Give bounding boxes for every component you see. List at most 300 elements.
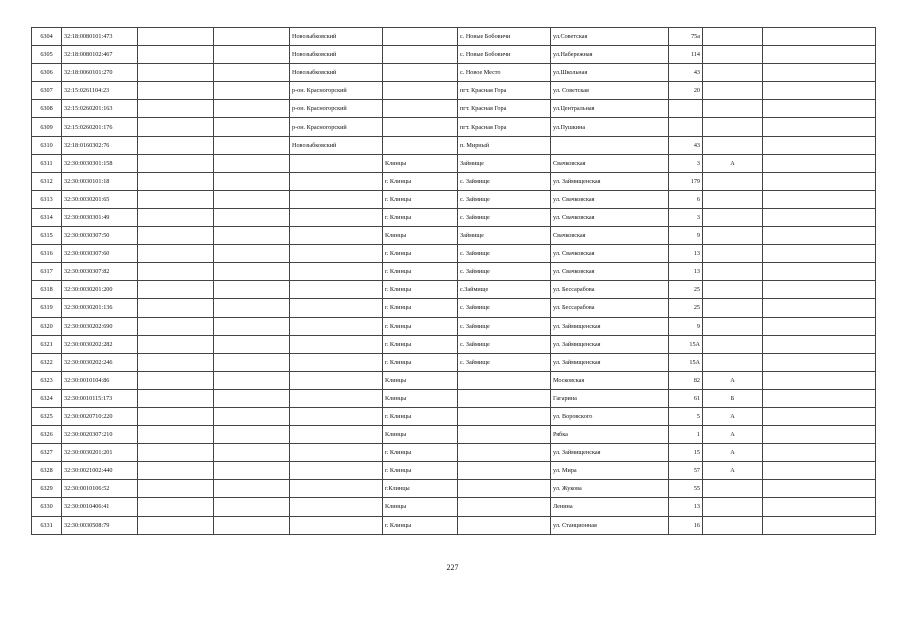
street-cell: ул. Займищенская (551, 317, 669, 335)
house-letter-cell: А (703, 371, 763, 389)
district-cell (290, 498, 383, 516)
table-row (32, 263, 876, 281)
settlement-cell (458, 480, 551, 498)
settlement-cell: с. Займище (458, 245, 551, 263)
blank-cell (138, 46, 214, 64)
row-number-cell: 6322 (32, 353, 62, 371)
street-cell: ул. Советская (551, 82, 669, 100)
city-cell: г. Клинцы (383, 516, 458, 534)
settlement-cell (458, 389, 551, 407)
settlement-cell: пгт. Красная Гора (458, 100, 551, 118)
table-row (32, 118, 876, 136)
house-number-cell (669, 100, 703, 118)
street-cell: ул.Советская (551, 28, 669, 46)
city-cell: г. Клинцы (383, 353, 458, 371)
settlement-cell (458, 371, 551, 389)
cadastral-number-cell: 32:30:0030202:282 (62, 335, 138, 353)
house-number-cell: 15 (669, 444, 703, 462)
row-number-cell: 6316 (32, 245, 62, 263)
street-cell: ул. Воровского (551, 407, 669, 425)
row-number-cell: 6331 (32, 516, 62, 534)
city-cell (383, 28, 458, 46)
blank-cell (763, 516, 876, 534)
street-cell: ул.Пушкина (551, 118, 669, 136)
house-number-cell: 1 (669, 426, 703, 444)
table-row (32, 64, 876, 82)
street-cell: ул.Центральная (551, 100, 669, 118)
district-cell (290, 462, 383, 480)
street-cell: Московская (551, 371, 669, 389)
row-number-cell: 6312 (32, 172, 62, 190)
house-letter-cell (703, 335, 763, 353)
blank-cell (763, 46, 876, 64)
settlement-cell: с. Займище (458, 317, 551, 335)
district-cell (290, 245, 383, 263)
blank-cell (138, 407, 214, 425)
city-cell: Клинцы (383, 154, 458, 172)
blank-cell (138, 82, 214, 100)
row-number-cell: 6308 (32, 100, 62, 118)
settlement-cell: с. Займище (458, 353, 551, 371)
blank-cell (214, 46, 290, 64)
blank-cell (763, 263, 876, 281)
blank-cell (214, 371, 290, 389)
blank-cell (214, 172, 290, 190)
house-letter-cell: А (703, 444, 763, 462)
blank-cell (763, 245, 876, 263)
city-cell: г. Клинцы (383, 190, 458, 208)
settlement-cell: с. Займище (458, 299, 551, 317)
settlement-cell (458, 498, 551, 516)
blank-cell (763, 444, 876, 462)
house-letter-cell (703, 498, 763, 516)
blank-cell (214, 136, 290, 154)
street-cell: Свачковская (551, 227, 669, 245)
city-cell: г.Клинцы (383, 480, 458, 498)
house-number-cell: 43 (669, 136, 703, 154)
blank-cell (138, 118, 214, 136)
district-cell (290, 208, 383, 226)
blank-cell (763, 353, 876, 371)
house-number-cell: 179 (669, 172, 703, 190)
blank-cell (214, 64, 290, 82)
city-cell: г. Клинцы (383, 462, 458, 480)
row-number-cell: 6320 (32, 317, 62, 335)
district-cell (290, 335, 383, 353)
district-cell (290, 172, 383, 190)
city-cell: г. Клинцы (383, 172, 458, 190)
district-cell (290, 281, 383, 299)
house-number-cell: 13 (669, 263, 703, 281)
city-cell: Клинцы (383, 498, 458, 516)
table-row (32, 299, 876, 317)
house-letter-cell (703, 208, 763, 226)
cadastral-number-cell: 32:30:0030202:246 (62, 353, 138, 371)
blank-cell (138, 480, 214, 498)
house-letter-cell (703, 299, 763, 317)
row-number-cell: 6319 (32, 299, 62, 317)
row-number-cell: 6306 (32, 64, 62, 82)
cadastral-number-cell: 32:15:0260201:163 (62, 100, 138, 118)
street-cell (551, 136, 669, 154)
blank-cell (214, 82, 290, 100)
settlement-cell: с. Займище (458, 190, 551, 208)
house-letter-cell (703, 480, 763, 498)
blank-cell (763, 154, 876, 172)
cadastral-number-cell: 32:18:0080101:473 (62, 28, 138, 46)
table-row (32, 172, 876, 190)
settlement-cell: с.Займище (458, 281, 551, 299)
house-letter-cell (703, 46, 763, 64)
district-cell: р-он. Красногорский (290, 82, 383, 100)
settlement-cell: пгт. Красная Гора (458, 82, 551, 100)
blank-cell (138, 371, 214, 389)
blank-cell (763, 281, 876, 299)
cadastral-number-cell: 32:30:0010104:86 (62, 371, 138, 389)
blank-cell (138, 498, 214, 516)
row-number-cell: 6313 (32, 190, 62, 208)
blank-cell (138, 353, 214, 371)
cadastral-number-cell: 32:30:0030307:82 (62, 263, 138, 281)
city-cell: г. Клинцы (383, 444, 458, 462)
row-number-cell: 6329 (32, 480, 62, 498)
blank-cell (138, 64, 214, 82)
settlement-cell: с. Займище (458, 335, 551, 353)
blank-cell (763, 28, 876, 46)
house-letter-cell (703, 136, 763, 154)
table-row (32, 389, 876, 407)
house-letter-cell (703, 28, 763, 46)
house-letter-cell (703, 100, 763, 118)
blank-cell (138, 208, 214, 226)
cadastral-number-cell: 32:30:0030301:49 (62, 208, 138, 226)
blank-cell (763, 299, 876, 317)
house-letter-cell (703, 64, 763, 82)
city-cell: г. Клинцы (383, 317, 458, 335)
blank-cell (138, 281, 214, 299)
district-cell: Новозыбковский (290, 136, 383, 154)
street-cell: ул. Свачковская (551, 208, 669, 226)
settlement-cell: Займище (458, 227, 551, 245)
cadastral-number-cell: 32:30:0010115:173 (62, 389, 138, 407)
house-number-cell: 82 (669, 371, 703, 389)
house-letter-cell: А (703, 462, 763, 480)
blank-cell (214, 28, 290, 46)
table-row (32, 190, 876, 208)
district-cell: р-он. Красногорский (290, 100, 383, 118)
settlement-cell (458, 426, 551, 444)
district-cell (290, 389, 383, 407)
table-row (32, 154, 876, 172)
house-number-cell: 43 (669, 64, 703, 82)
district-cell (290, 426, 383, 444)
city-cell (383, 100, 458, 118)
table-row (32, 335, 876, 353)
row-number-cell: 6324 (32, 389, 62, 407)
house-letter-cell (703, 118, 763, 136)
street-cell: ул. Станционная (551, 516, 669, 534)
blank-cell (138, 263, 214, 281)
cadastral-number-cell: 32:18:0080102:467 (62, 46, 138, 64)
blank-cell (214, 281, 290, 299)
settlement-cell: с. Займище (458, 263, 551, 281)
blank-cell (138, 28, 214, 46)
house-number-cell: 6 (669, 190, 703, 208)
house-letter-cell: Б (703, 389, 763, 407)
street-cell: ул.Набережная (551, 46, 669, 64)
district-cell: Новозыбковский (290, 46, 383, 64)
blank-cell (214, 335, 290, 353)
blank-cell (763, 190, 876, 208)
cadastral-number-cell: 32:30:0030508:79 (62, 516, 138, 534)
cadastral-number-cell: 32:30:0020307:210 (62, 426, 138, 444)
house-letter-cell (703, 281, 763, 299)
blank-cell (214, 317, 290, 335)
cadastral-number-cell: 32:30:0010406:41 (62, 498, 138, 516)
cadastral-number-cell: 32:30:0030202:690 (62, 317, 138, 335)
street-cell: ул.Школьная (551, 64, 669, 82)
city-cell: Клинцы (383, 371, 458, 389)
blank-cell (214, 462, 290, 480)
table-row (32, 444, 876, 462)
blank-cell (763, 317, 876, 335)
cadastral-number-cell: 32:30:0030201:200 (62, 281, 138, 299)
register-table-body (32, 28, 876, 535)
blank-cell (763, 407, 876, 425)
blank-cell (138, 154, 214, 172)
row-number-cell: 6315 (32, 227, 62, 245)
blank-cell (214, 353, 290, 371)
street-cell: ул. Бессарабова (551, 281, 669, 299)
blank-cell (138, 136, 214, 154)
cadastral-number-cell: 32:30:0030201:136 (62, 299, 138, 317)
table-row (32, 462, 876, 480)
blank-cell (138, 190, 214, 208)
blank-cell (138, 335, 214, 353)
district-cell (290, 227, 383, 245)
city-cell (383, 118, 458, 136)
street-cell: ул. Свачковская (551, 190, 669, 208)
blank-cell (138, 299, 214, 317)
house-number-cell: 15А (669, 335, 703, 353)
street-cell: ул. Свачковская (551, 245, 669, 263)
district-cell (290, 353, 383, 371)
cadastral-number-cell: 32:30:0030201:65 (62, 190, 138, 208)
city-cell (383, 64, 458, 82)
cadastral-number-cell: 32:30:0030201:201 (62, 444, 138, 462)
blank-cell (138, 462, 214, 480)
city-cell: Клинцы (383, 426, 458, 444)
city-cell: г. Клинцы (383, 299, 458, 317)
house-letter-cell: А (703, 407, 763, 425)
blank-cell (763, 227, 876, 245)
city-cell: г. Клинцы (383, 208, 458, 226)
blank-cell (214, 190, 290, 208)
row-number-cell: 6304 (32, 28, 62, 46)
street-cell: ул. Займищенская (551, 172, 669, 190)
blank-cell (214, 227, 290, 245)
district-cell (290, 190, 383, 208)
house-number-cell: 5 (669, 407, 703, 425)
house-letter-cell (703, 263, 763, 281)
house-letter-cell (703, 353, 763, 371)
blank-cell (214, 426, 290, 444)
house-letter-cell (703, 82, 763, 100)
blank-cell (214, 480, 290, 498)
city-cell: г. Клинцы (383, 263, 458, 281)
table-row (32, 317, 876, 335)
settlement-cell: с. Займище (458, 172, 551, 190)
row-number-cell: 6328 (32, 462, 62, 480)
row-number-cell: 6307 (32, 82, 62, 100)
blank-cell (214, 154, 290, 172)
row-number-cell: 6305 (32, 46, 62, 64)
district-cell: Новозыбковский (290, 64, 383, 82)
blank-cell (763, 371, 876, 389)
city-cell (383, 136, 458, 154)
blank-cell (763, 208, 876, 226)
blank-cell (138, 444, 214, 462)
blank-cell (138, 389, 214, 407)
settlement-cell: пгт. Красная Гора (458, 118, 551, 136)
row-number-cell: 6323 (32, 371, 62, 389)
city-cell: Клинцы (383, 389, 458, 407)
cadastral-number-cell: 32:30:0020710:220 (62, 407, 138, 425)
blank-cell (214, 389, 290, 407)
house-letter-cell (703, 190, 763, 208)
settlement-cell: Займище (458, 154, 551, 172)
settlement-cell (458, 462, 551, 480)
table-row (32, 281, 876, 299)
street-cell: Ленина (551, 498, 669, 516)
blank-cell (763, 498, 876, 516)
table-row (32, 371, 876, 389)
house-letter-cell (703, 516, 763, 534)
cadastral-number-cell: 32:15:0261104:23 (62, 82, 138, 100)
blank-cell (214, 299, 290, 317)
street-cell: ул. Займищенская (551, 353, 669, 371)
row-number-cell: 6321 (32, 335, 62, 353)
table-row (32, 208, 876, 226)
table-row (32, 426, 876, 444)
page-number: 227 (446, 563, 459, 572)
city-cell: г. Клинцы (383, 281, 458, 299)
blank-cell (763, 426, 876, 444)
row-number-cell: 6317 (32, 263, 62, 281)
district-cell: р-он. Красногорский (290, 118, 383, 136)
blank-cell (763, 462, 876, 480)
district-cell: Новозыбковский (290, 28, 383, 46)
settlement-cell (458, 444, 551, 462)
blank-cell (763, 82, 876, 100)
cadastral-number-cell: 32:18:0160302:76 (62, 136, 138, 154)
cadastral-number-cell: 32:30:0030307:60 (62, 245, 138, 263)
blank-cell (763, 100, 876, 118)
house-number-cell: 3 (669, 154, 703, 172)
table-row (32, 245, 876, 263)
cadastral-number-cell: 32:30:0030301:158 (62, 154, 138, 172)
blank-cell (138, 227, 214, 245)
district-cell (290, 317, 383, 335)
house-number-cell: 25 (669, 299, 703, 317)
settlement-cell (458, 407, 551, 425)
house-number-cell: 9 (669, 227, 703, 245)
house-letter-cell (703, 245, 763, 263)
row-number-cell: 6314 (32, 208, 62, 226)
cadastral-number-cell: 32:30:0021002:440 (62, 462, 138, 480)
street-cell: Рябка (551, 426, 669, 444)
blank-cell (214, 208, 290, 226)
house-letter-cell: А (703, 426, 763, 444)
blank-cell (763, 480, 876, 498)
table-row (32, 498, 876, 516)
street-cell: Свачковская (551, 154, 669, 172)
blank-cell (214, 407, 290, 425)
blank-cell (214, 100, 290, 118)
street-cell: ул. Свачковская (551, 263, 669, 281)
city-cell: г. Клинцы (383, 245, 458, 263)
house-number-cell: 13 (669, 498, 703, 516)
blank-cell (138, 245, 214, 263)
cadastral-number-cell: 32:30:0010106:52 (62, 480, 138, 498)
district-cell (290, 263, 383, 281)
row-number-cell: 6327 (32, 444, 62, 462)
house-number-cell: 55 (669, 480, 703, 498)
house-number-cell: 15А (669, 353, 703, 371)
city-cell (383, 46, 458, 64)
table-row (32, 407, 876, 425)
row-number-cell: 6330 (32, 498, 62, 516)
settlement-cell: с. Новое Место (458, 64, 551, 82)
blank-cell (138, 317, 214, 335)
street-cell: ул. Бессарабова (551, 299, 669, 317)
blank-cell (763, 118, 876, 136)
row-number-cell: 6318 (32, 281, 62, 299)
table-row (32, 28, 876, 46)
district-cell (290, 407, 383, 425)
settlement-cell: п. Мирный (458, 136, 551, 154)
city-cell: г. Клинцы (383, 407, 458, 425)
blank-cell (138, 172, 214, 190)
district-cell (290, 371, 383, 389)
blank-cell (763, 389, 876, 407)
cadastral-number-cell: 32:18:0060101:270 (62, 64, 138, 82)
blank-cell (138, 426, 214, 444)
house-number-cell: 20 (669, 82, 703, 100)
blank-cell (763, 335, 876, 353)
table-row (32, 516, 876, 534)
blank-cell (138, 516, 214, 534)
blank-cell (138, 100, 214, 118)
house-number-cell: 57 (669, 462, 703, 480)
house-number-cell: 75а (669, 28, 703, 46)
district-cell (290, 299, 383, 317)
street-cell: ул. Жукова (551, 480, 669, 498)
city-cell (383, 82, 458, 100)
cadastral-number-cell: 32:15:0260201:176 (62, 118, 138, 136)
table-row (32, 100, 876, 118)
house-number-cell: 25 (669, 281, 703, 299)
house-number-cell: 3 (669, 208, 703, 226)
district-cell (290, 444, 383, 462)
settlement-cell: с. Займище (458, 208, 551, 226)
street-cell: ул. Мира (551, 462, 669, 480)
settlement-cell (458, 516, 551, 534)
blank-cell (214, 498, 290, 516)
street-cell: ул. Займищенская (551, 335, 669, 353)
table-row (32, 480, 876, 498)
house-number-cell: 114 (669, 46, 703, 64)
